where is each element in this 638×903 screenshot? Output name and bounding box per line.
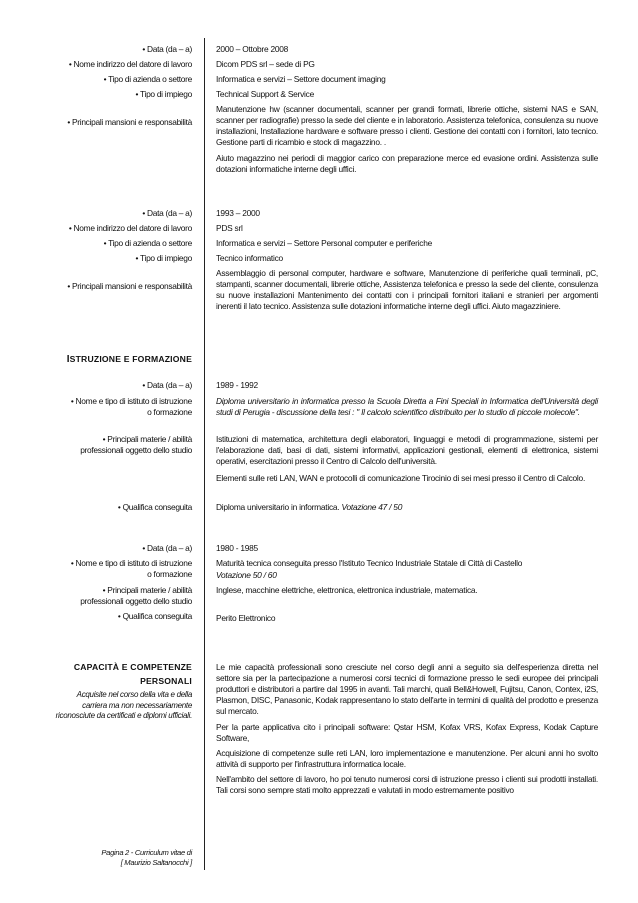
job1-sector-label: • Tipo di azienda o settore [103,74,192,84]
skills-heading-line2: PERSONALI [140,676,192,686]
skills-heading-line1: CAPACITÀ E COMPETENZE [73,662,192,672]
footer-page-label: Pagina 2 - Curriculum vitae di [101,848,192,857]
edu2-subjects-label [80,585,192,607]
job1-date: 2000 – Ottobre 2008 [216,44,289,54]
edu1-subjects: Istituzioni di matematica, architettura degli elaboratori, linguaggi e metodi di programmazione, sistemi per l'elaborazione dati, basi di dati, sistemi informativi, applicazioni gestionali, elementi di elettronica, sistemi operativi, esercitazioni presso il Centro di Calcolo dell'università. [216,434,598,466]
skills-heading [74,660,192,688]
job2-sector: Informatica e servizi – Settore Personal computer e periferiche [216,238,433,248]
edu2-qualification-label: • Qualifica conseguita [117,611,192,621]
job2-date: 1993 – 2000 [216,208,260,218]
edu1-institute-label-line2: o formazione [147,407,192,417]
edu2-institute-label-line2: o formazione [147,569,192,579]
footer-name: [ Maurizio Saltanocchi ] [120,858,192,867]
job2-employer: PDS srl [216,223,243,233]
job2-type-label: • Tipo di impiego [135,253,192,263]
edu1-subjects-label [80,434,192,456]
edu2-subjects-label-line1: • Principali materie / abilità [102,585,192,595]
job1-employer: Dicom PDS srl – sede di PG [216,59,315,69]
edu1-institute-label [71,396,192,418]
edu1-date: 1989 - 1992 [216,380,258,390]
job2-date-label: • Data (da – a) [142,208,192,218]
education-heading-rest: STRUZIONE E FORMAZIONE [69,354,192,364]
skills-paragraph-3: Acquisizione di competenze sulle reti LAN, loro implementazione e manutenzione. Per alcuni anni ho svolto attività di supporto per l'infrastruttura informatica locale. [216,748,598,769]
skills-paragraph-2: Per la parte applicativa cito i principali software: Qstar HSM, Kofax VRS, Kofax Express, Kodak Capture Software, [216,722,598,743]
job2-sector-label: • Tipo di azienda o settore [103,238,192,248]
job2-duties: Assemblaggio di personal computer, hardware e software, Manutenzione di periferiche quali terminali, pC, stampanti, scanner documentali, librerie ottiche, Assistenza telefonica e presso la sede del cliente, consulenza su nuove installazioni Mantenimento dei contatti con i principali fornitori italiani e stranieri per argomenti inerenti il lato tecnico. Assistenza sulle dotazioni informatiche interne degli uffici. Aiuto magazziniere. [216,268,598,311]
edu2-grade: Votazione 50 / 60 [216,570,277,580]
job1-duties-extra: Aiuto magazzino nei periodi di maggior carico con preparazione merce ed evasione ordini. Assistenza sulle dotazioni informatiche interne degli uffici. [216,153,598,174]
job2-duties-label: • Principali mansioni e responsabilità [67,281,192,291]
edu1-qualification: Diploma universitario in informatica. [216,502,340,512]
skills-paragraph-1: Le mie capacità professionali sono cresciute nel corso degli anni a seguito sia dell'esperienza diretta nel settore sia per la partecipazione a numerosi corsi tecnici di formazione presso le sedi europee dei principali produttori e distributori a partire dal 1995 in avanti. Tali marchi, quali Bell&Howell, Fujitsu, Canon, Contex, i2S, Plasmon, DISC, Panasonic, Kodak rappresentano lo stato dell'arte in termini di qualità del prodotto e presenza sul mercato. [216,662,598,716]
edu1-date-label: • Data (da – a) [142,380,192,390]
edu2-date: 1980 - 1985 [216,543,258,553]
edu2-qualification: Perito Elettronico [216,613,276,623]
edu1-subjects-label-line2: professionali oggetto dello studio [80,445,192,455]
column-divider [204,38,205,870]
edu1-subjects-label-line1: • Principali materie / abilità [102,434,192,444]
edu1-institute-label-line1: • Nome e tipo di istituto di istruzione [70,396,192,406]
job1-employer-label: • Nome indirizzo del datore di lavoro [68,59,192,69]
job1-date-label: • Data (da – a) [142,44,192,54]
edu2-date-label: • Data (da – a) [142,543,192,553]
skills-paragraph-4: Nell'ambito del settore di lavoro, ho poi tenuto numerosi corsi di istruzione presso i clienti sui prodotti installati. Tali corsi sono sempre stati molto apprezzati e valutati in modo estremamente positivo [216,774,598,795]
edu1-qualification-label: • Qualifica conseguita [117,502,192,512]
edu2-institute-label-line1: • Nome e tipo di istituto di istruzione [70,558,192,568]
job1-type-label: • Tipo di impiego [135,89,192,99]
job1-duties-label: • Principali mansioni e responsabilità [67,117,192,127]
edu1-qualification-line [216,502,598,513]
job1-type: Technical Support & Service [216,89,314,99]
page-footer [101,848,192,868]
edu2-institute: Maturità tecnica conseguita presso l'Istituto Tecnico Industriale Statale di Città di Castello [216,558,523,568]
edu2-subjects-label-line2: professionali oggetto dello studio [80,596,192,606]
job1-duties: Manutenzione hw (scanner documentali, scanner per grandi formati, librerie ottiche, sistemi NAS e SAN, scanner per radiografie) presso la sede del cliente e in laboratorio. Assistenza telefonica, consulenza su nuove installazioni, Installazione hardware e software presso i clienti. Gestione dei contatti con i fornitori, lato tecnico. Gestione parti di ricambio e stock di magazzino. . [216,104,598,147]
edu1-institute: Diploma universitario in informatica presso la Scuola Diretta a Fini Speciali in Informatica dell'Università degli studi di Perugia - discussione della tesi : " Il calcolo scientifico distribuito per lo studio di piccole molecole". [216,396,598,417]
edu1-grade: Votazione 47 / 50 [341,502,403,512]
job2-type: Tecnico informatico [216,253,283,263]
education-heading-initial: I [66,354,70,365]
job1-sector: Informatica e servizi – Settore document imaging [216,74,386,84]
skills-note: Acquisite nel corso della vita e della carriera ma non necessariamente riconosciute da certificati e diplomi ufficiali. [55,690,192,720]
job2-employer-label: • Nome indirizzo del datore di lavoro [68,223,192,233]
education-heading [67,354,192,365]
edu1-subjects-extra: Elementi sulle reti LAN, WAN e protocolli di comunicazione Tirocinio di sei mesi presso il Centro di Calcolo. [216,473,586,483]
edu2-subjects: Inglese, macchine elettriche, elettronica, elettronica industriale, matematica. [216,585,478,595]
edu2-institute-label [71,558,192,580]
